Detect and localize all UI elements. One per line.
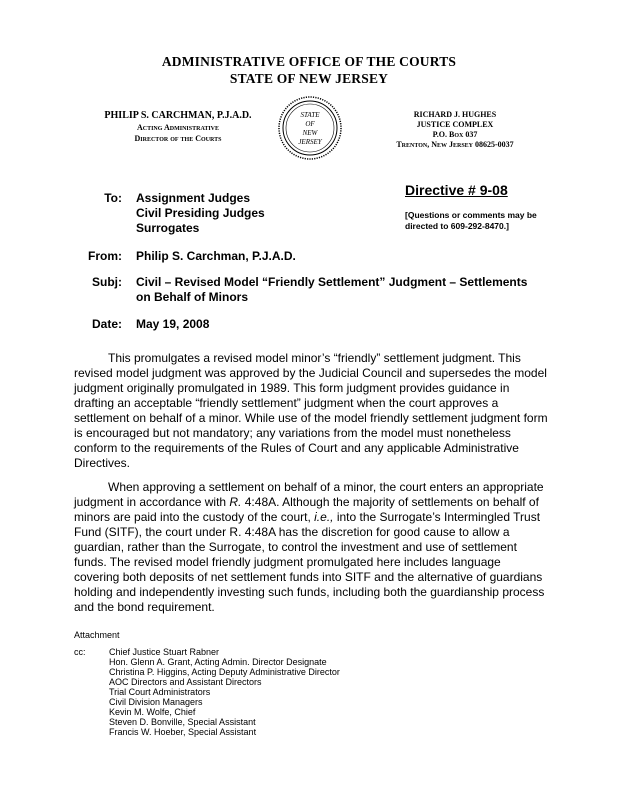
directive-number: Directive # 9-08 [405,182,508,198]
cc-recipient: Trial Court Administrators [109,687,211,697]
director-title-1: Acting Administrative [136,123,219,132]
ie-abbreviation: i.e., [314,510,334,524]
to-recipients [136,191,265,236]
cc-recipient: AOC Directors and Assistant Directors [109,677,262,687]
from-label: From: [88,249,122,263]
seal-text-2: OF [305,120,315,128]
body-paragraph-1 [74,351,548,471]
body-paragraph-1-text: This promulgates a revised model minor’s “friendly” settlement judgment. This revised model judgment was approved by the Judicial Council and supersedes the model judgment originally promulgated in 1989. This form judgment provides guidance in drafting an acceptable “friendly settlement” judgment when the court approves a settlement on behalf of a minor. While use of the model friendly settlement judgment form is encouraged but not mandatory; any variations from the model must nonetheless conform to the requirements of the Rules of Court and any applicable Administrative Directives. [74,351,548,470]
to-recipient: Civil Presiding Judges [136,206,265,220]
cc-recipient: Francis W. Hoeber, Special Assistant [109,727,257,737]
date-value: May 19, 2008 [136,317,210,331]
body-paragraph-2 [74,480,548,615]
letterhead-title: ADMINISTRATIVE OFFICE OF THE COURTS [161,54,457,69]
cc-recipient: Christina P. Higgins, Acting Deputy Administrative Director [109,667,340,677]
cc-recipient: Kevin M. Wolfe, Chief [109,707,196,717]
address-block [380,110,530,150]
to-label: To: [104,191,122,205]
address-line-4: Trenton, New Jersey 08625-0037 [396,140,514,149]
from-value: Philip S. Carchman, P.J.A.D. [136,249,296,263]
to-recipient: Assignment Judges [136,191,251,205]
state-seal-icon [278,96,342,160]
director-title-2: Director of the Courts [134,133,222,143]
cc-recipient: Steven D. Bonville, Special Assistant [109,717,256,727]
letterhead-subtitle: STATE OF NEW JERSEY [229,71,389,86]
rule-citation: R. [229,495,242,509]
address-line-1: RICHARD J. HUGHES [413,110,497,119]
subj-value: Civil – Revised Model “Friendly Settlement” Judgment – Settlements on Behalf of Minors [136,275,528,304]
cc-recipient: Civil Division Managers [109,697,203,707]
cc-label: cc: [74,647,86,657]
attachment-note: Attachment [74,630,120,640]
seal-text-3: NEW [302,129,318,137]
body-paragraph-2-text-b: 4:48A. Although the majority of settlements on behalf of minors are paid into the custody of the court, [74,495,539,524]
director-block [88,110,268,144]
body-paragraph-2-text-c: into the Surrogate’s Intermingled Trust Fund (SITF), the court under R. 4:48A has the discretion for good cause to allow a guardian, rather than the Surrogate, to control the investment and use of settlement funds. The revised model friendly judgment promulgated here includes language covering both deposits of net settlement funds into SITF and the alternative of guardians holding and independently investing such funds, including both the guardianship process and the bond requirement. [74,510,545,614]
address-line-3: P.O. Box 037 [432,130,478,139]
seal-text-1: STATE [300,111,320,119]
director-name: PHILIP S. CARCHMAN, P.J.A.D. [104,110,252,121]
seal-text-4: JERSEY [298,138,322,146]
to-recipient: Surrogates [136,221,200,235]
body-paragraph-2-text-a: When approving a settlement on behalf of a minor, the court enters an appropriate judgment in accordance with [74,480,544,509]
cc-recipient: Chief Justice Stuart Rabner [109,647,220,657]
cc-list [109,647,340,737]
address-line-2: JUSTICE COMPLEX [416,120,494,129]
cc-recipient: Hon. Glenn A. Grant, Acting Admin. Director Designate [109,657,327,667]
date-label: Date: [91,317,122,331]
questions-note: [Questions or comments may be directed to 609-292-8470.] [405,210,537,231]
subj-label: Subj: [92,275,122,289]
